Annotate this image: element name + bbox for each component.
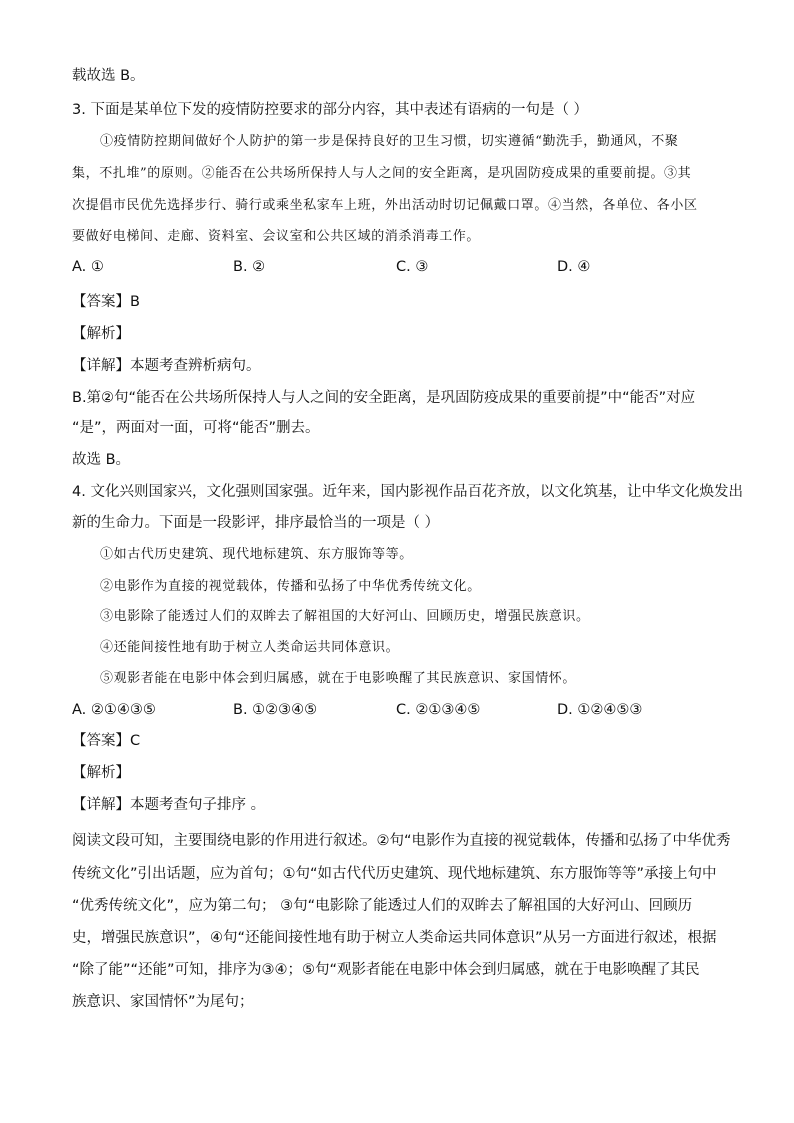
text-line: 【详解】本题考查辨析病句。 (72, 358, 261, 374)
text-line: ①疫情防控期间做好个人防护的第一步是保持良好的卫生习惯，切实遵循“勤洗手，勤通风，不聚 (100, 134, 679, 149)
text-line: 载故选 B。 (72, 68, 145, 84)
text-line: 传统文化”引出话题，应为首句；①句“如古代代历史建筑、现代地标建筑、东方服饰等等”承接上句中 (72, 866, 717, 882)
text-line: “是”，两面对一面，可将“能否”删去。 (72, 420, 320, 436)
q3-option-b: B. ② (233, 259, 266, 275)
text-line: 故选 B。 (72, 452, 131, 468)
text-line: 【答案】B (72, 294, 140, 310)
q4-option-b: B. ①②③④⑤ (233, 702, 318, 718)
text-line: 次提倡市民优先选择步行、骑行或乘坐私家车上班，外出活动时切记佩戴口罩。④当然，各单位、各小区 (72, 198, 698, 213)
text-line: 族意识、家国情怀”为尾句； (72, 994, 254, 1010)
text-line: B.第②句“能否在公共场所保持人与人之间的安全距离，是巩固防疫成果的重要前提”中“能否”对应 (72, 390, 696, 406)
text-line: 【解析】 (72, 765, 130, 781)
text-line: 【详解】本题考查句子排序 。 (72, 797, 266, 813)
text-line: “除了能”“还能”可知，排序为③④；⑤句“观影者能在电影中体会到归属感，就在于电影唤醒了其民 (72, 962, 700, 978)
q4-option-d: D. ①②④⑤③ (557, 702, 643, 718)
text-line: ②电影作为直接的视觉载体，传播和弘扬了中华优秀传统文化。 (100, 579, 481, 594)
text-line: 3. 下面是某单位下发的疫情防控要求的部分内容，其中表述有语病的一句是（ ） (72, 102, 589, 118)
text-line: 4. 文化兴则国家兴，文化强则国家强。近年来，国内影视作品百花齐放，以文化筑基，让中华文化焕发出 (72, 484, 743, 500)
text-line: ③电影除了能透过人们的双眸去了解祖国的大好河山、回顾历史，增强民族意识。 (100, 609, 590, 624)
text-line: 集，不扎堆”的原则。②能否在公共场所保持人与人之间的安全距离，是巩固防疫成果的重要前提。③其 (72, 166, 692, 181)
text-line: ①如古代历史建筑、现代地标建筑、东方服饰等等。 (100, 547, 413, 562)
text-line: ④还能间接性地有助于树立人类命运共同体意识。 (100, 640, 400, 655)
text-line: “优秀传统文化”，应为第二句； ③句“电影除了能透过人们的双眸去了解祖国的大好河山、回顾历 (72, 898, 693, 914)
q3-option-c: C. ③ (396, 259, 429, 275)
text-line: ⑤观影者能在电影中体会到归属感，就在于电影唤醒了其民族意识、家国情怀。 (100, 671, 577, 686)
text-line: 要做好电梯间、走廊、资料室、会议室和公共区域的消杀消毒工作。 (72, 229, 481, 244)
q4-option-c: C. ②①③④⑤ (396, 702, 481, 718)
text-line: 阅读文段可知，主要围绕电影的作用进行叙述。②句“电影作为直接的视觉载体，传播和弘扬了中华优秀 (72, 833, 731, 849)
text-line: 新的生命力。下面是一段影评，排序最恰当的一项是（ ） (72, 515, 440, 531)
text-line: 【解析】 (72, 326, 130, 342)
text-line: 史，增强民族意识”，④句“还能间接性地有助于树立人类命运共同体意识”从另一方面进行叙述，根据 (72, 930, 717, 946)
q3-option-a: A. ① (72, 259, 104, 275)
text-line: 【答案】C (72, 733, 141, 749)
q3-option-d: D. ④ (557, 259, 591, 275)
q4-option-a: A. ②①④③⑤ (72, 702, 156, 718)
